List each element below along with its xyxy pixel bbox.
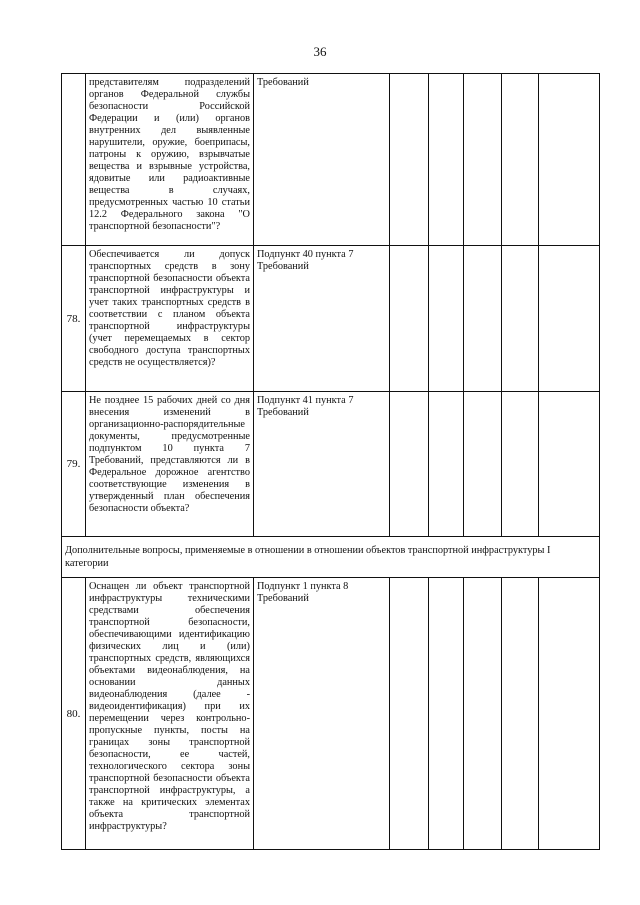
empty-cell: [539, 392, 600, 537]
empty-cell: [464, 74, 502, 246]
empty-cell: [390, 246, 429, 392]
row-number: [62, 74, 86, 246]
reference-line: Требований: [257, 77, 309, 88]
reference-cell: [254, 392, 390, 537]
checklist-table: [61, 73, 600, 850]
empty-cell: [539, 74, 600, 246]
row-number: 78.: [62, 246, 86, 392]
empty-cell: [390, 392, 429, 537]
empty-cell: [390, 74, 429, 246]
section-header: Дополнительные вопросы, применяемые в отношении в отношении объектов транспортной инфраструктуры I категории: [62, 537, 600, 578]
table-row: [62, 246, 600, 392]
empty-cell: [502, 74, 539, 246]
empty-cell: [429, 74, 464, 246]
reference-line: Подпункт 1 пункта 8: [257, 581, 349, 592]
table-row: [62, 74, 600, 246]
empty-cell: [502, 246, 539, 392]
empty-cell: [429, 246, 464, 392]
table-row: [62, 392, 600, 537]
reference-line: Подпункт 41 пункта 7: [257, 395, 354, 406]
empty-cell: [390, 578, 429, 850]
question-text: Обеспечивается ли допуск транспортных средств в зону транспортной безопасности объекта транспортной инфраструктуры и учет таких транспортных средств в соответствии с планом объекта транспортной инфраструктуры (учет перемещаемых в сектор свободного доступа транспортных средств не осуществляется)?: [86, 246, 254, 392]
empty-cell: [464, 246, 502, 392]
empty-cell: [502, 392, 539, 537]
empty-cell: [429, 392, 464, 537]
section-header-row: [62, 537, 600, 578]
empty-cell: [464, 578, 502, 850]
empty-cell: [539, 578, 600, 850]
reference-line: Требований: [257, 407, 309, 418]
reference-cell: [254, 74, 390, 246]
page-number: 36: [313, 44, 327, 59]
empty-cell: [539, 246, 600, 392]
question-text: Оснащен ли объект транспортной инфраструктуры техническими средствами обеспечения транспортной безопасности, обеспечивающими идентификацию физических лиц и (или) транспортных средств, являющихся объектами видеонаблюдения, на основании данных видеонаблюдения (далее - видеоидентификация) при их перемещении через контрольно-пропускные пункты, посты на границах зоны транспортной безопасности, ее частей, технологического сектора зоны транспортной безопасности объекта транспортной инфраструктуры, а также на критических элементах объекта транспортной инфраструктуры?: [86, 578, 254, 850]
empty-cell: [429, 578, 464, 850]
empty-cell: [464, 392, 502, 537]
empty-cell: [502, 578, 539, 850]
question-text: Не позднее 15 рабочих дней со дня внесения изменений в организационно-распорядительные документы, предусмотренные подпунктом 10 пункта 7 Требований, представляются ли в Федеральное дорожное агентство соответствующие изменения в утвержденный план обеспечения безопасности объекта?: [86, 392, 254, 537]
reference-line: Требований: [257, 261, 309, 272]
row-number: 79.: [62, 392, 86, 537]
row-number: 80.: [62, 578, 86, 850]
reference-line: Требований: [257, 593, 309, 604]
reference-cell: [254, 246, 390, 392]
table-row: [62, 578, 600, 850]
reference-line: Подпункт 40 пункта 7: [257, 249, 354, 260]
question-text: представителям подразделений органов Федеральной службы безопасности Российской Федерации и (или) органов внутренних дел выявленные нарушители, оружие, боеприпасы, патроны к оружию, взрывчатые вещества и взрывные устройства, ядовитые или радиоактивные вещества в случаях, предусмотренных частью 10 статьи 12.2 Федерального закона "О транспортной безопасности"?: [86, 74, 254, 246]
reference-cell: [254, 578, 390, 850]
